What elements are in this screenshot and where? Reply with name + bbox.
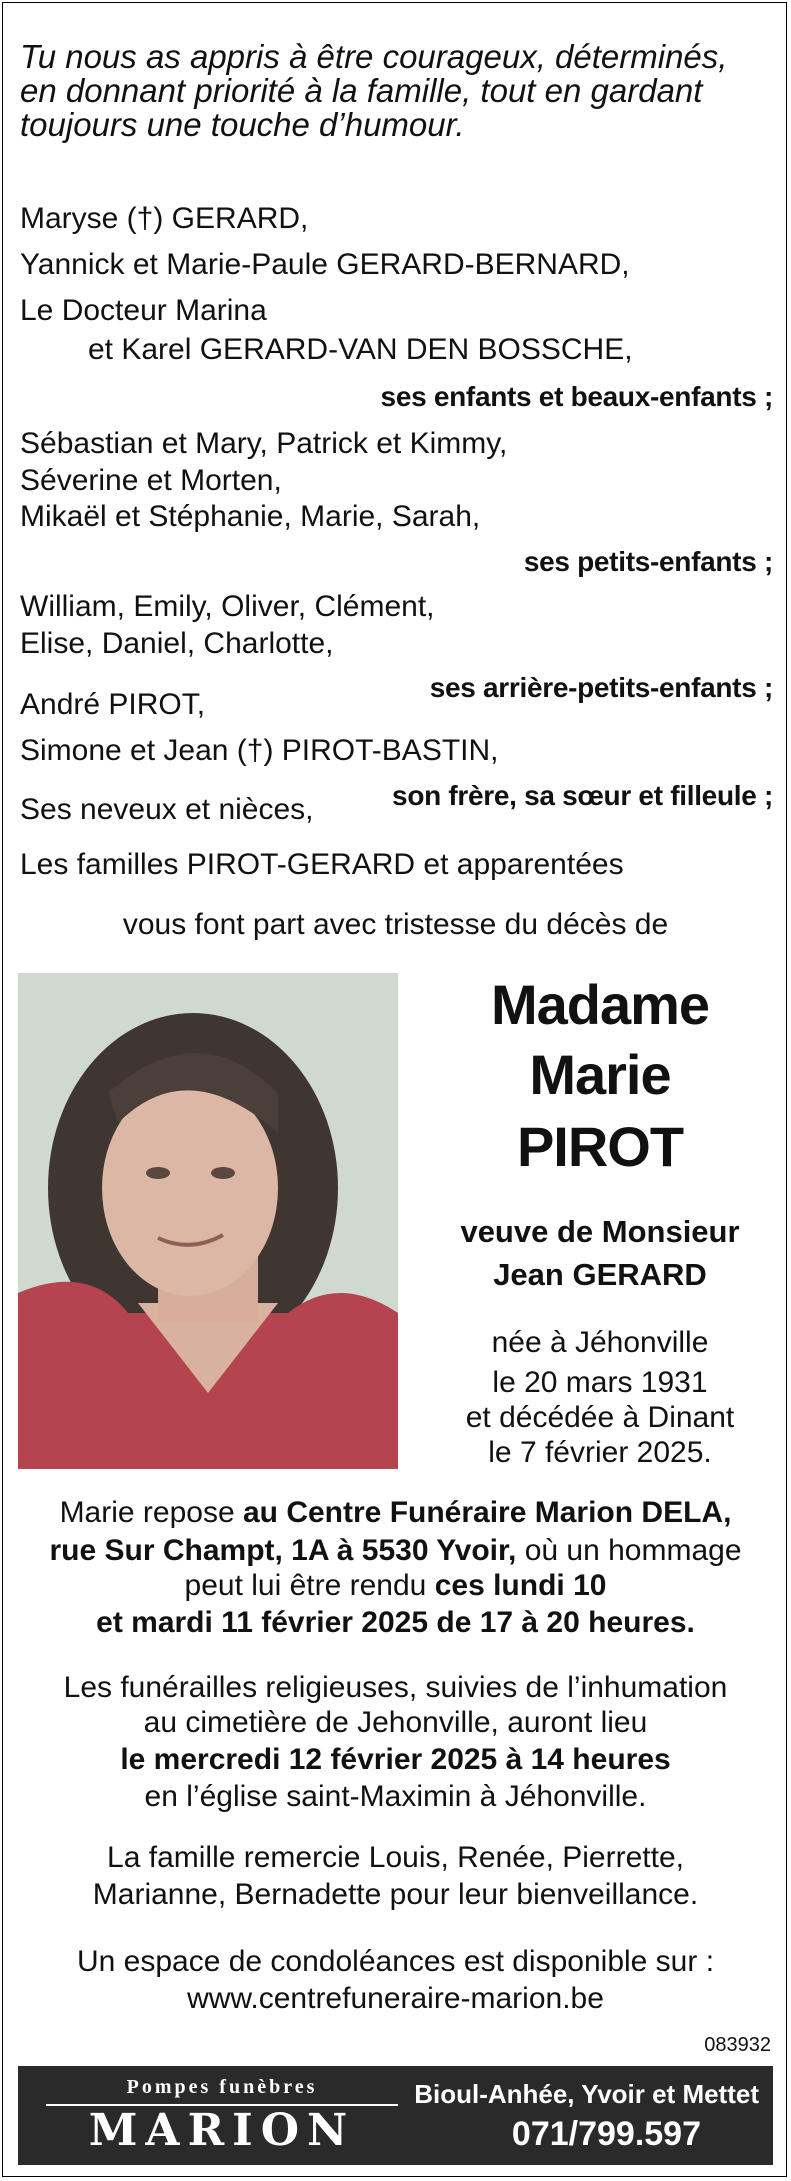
funeral-home-phone[interactable]: 071/799.597 [511,2115,701,2153]
rest-line: rue Sur Champt, 1A à 5530 Yvoir, où un hommage [49,1534,742,1567]
funeral-line: le mercredi 12 février 2025 à 14 heures [120,1743,671,1776]
family-line: Les familles PIROT-GERARD et apparentées [20,848,624,881]
rest-line: Marie repose au Centre Funéraire Marion DELA, [59,1496,732,1529]
marion-logo [46,2076,398,2156]
funeral-line: Les funérailles religieuses, suivies de l’inhumation [63,1671,728,1704]
widow-line: veuve de Monsieur [460,1214,740,1249]
announcement: vous font part avec tristesse du décès de [122,908,669,941]
reference-number: 083932 [704,2034,771,2056]
rest-line: peut lui être rendu ces lundi 10 [184,1569,607,1602]
family-line: Maryse (†) GERARD, [20,202,309,235]
thanks-line: La famille remercie Louis, Renée, Pierrette, [107,1841,684,1874]
death-date: le 7 février 2025. [488,1436,712,1469]
family-line: Elise, Daniel, Charlotte, [20,627,334,660]
funeral-home-locations: Bioul-Anhée, Yvoir et Mettet [414,2079,759,2109]
relation-label: son frère, sa sœur et filleule ; [392,780,773,811]
deceased-first-name: Marie [529,1043,671,1106]
family-line: Mikaël et Stéphanie, Marie, Sarah, [20,500,481,533]
logo-tagline: Pompes funèbres [126,2076,318,2098]
family-line: André PIROT, [20,688,206,721]
logo-wordmark: MARION [88,2105,356,2156]
birth-place: née à Jéhonville [491,1326,709,1359]
family-line: Simone et Jean (†) PIROT-BASTIN, [20,734,499,767]
death-place: et décédée à Dinant [465,1401,735,1434]
funeral-home-banner [18,2066,773,2165]
deceased-title: Madame [490,973,710,1036]
widow-line: Jean GERARD [493,1257,707,1292]
thanks-line: Marianne, Bernadette pour leur bienveillance. [92,1878,699,1911]
condolences-url[interactable]: www.centrefuneraire-marion.be [187,1982,604,2015]
family-line: Ses neveux et nièces, [20,793,314,826]
family-line: Le Docteur Marina [20,294,267,327]
deceased-last-name: PIROT [516,1115,684,1178]
condolences-line: Un espace de condoléances est disponible sur : [76,1945,715,1978]
relation-label: ses arrière-petits-enfants ; [429,672,773,703]
family-line: Yannick et Marie-Paule GERARD-BERNARD, [20,248,630,281]
funeral-line: au cimetière de Jehonville, auront lieu [143,1706,648,1739]
family-line: Séverine et Morten, [20,464,282,497]
deceased-photo [18,973,398,1469]
birth-date: le 20 mars 1931 [492,1366,708,1399]
intro-quote: Tu nous as appris à être courageux, déterminés, en donnant priorité à la famille, tout en gardant toujours une touche d’humour. [20,38,728,143]
funeral-line: en l’église saint-Maximin à Jéhonville. [144,1780,647,1813]
family-line: Sébastian et Mary, Patrick et Kimmy, [20,427,508,460]
family-line: William, Emily, Oliver, Clément, [20,590,435,623]
relation-label: ses petits-enfants ; [523,546,773,577]
relation-label: ses enfants et beaux-enfants ; [380,381,773,412]
family-line: et Karel GERARD-VAN DEN BOSSCHE, [88,333,633,366]
rest-line: et mardi 11 février 2025 de 17 à 20 heures. [96,1606,695,1639]
